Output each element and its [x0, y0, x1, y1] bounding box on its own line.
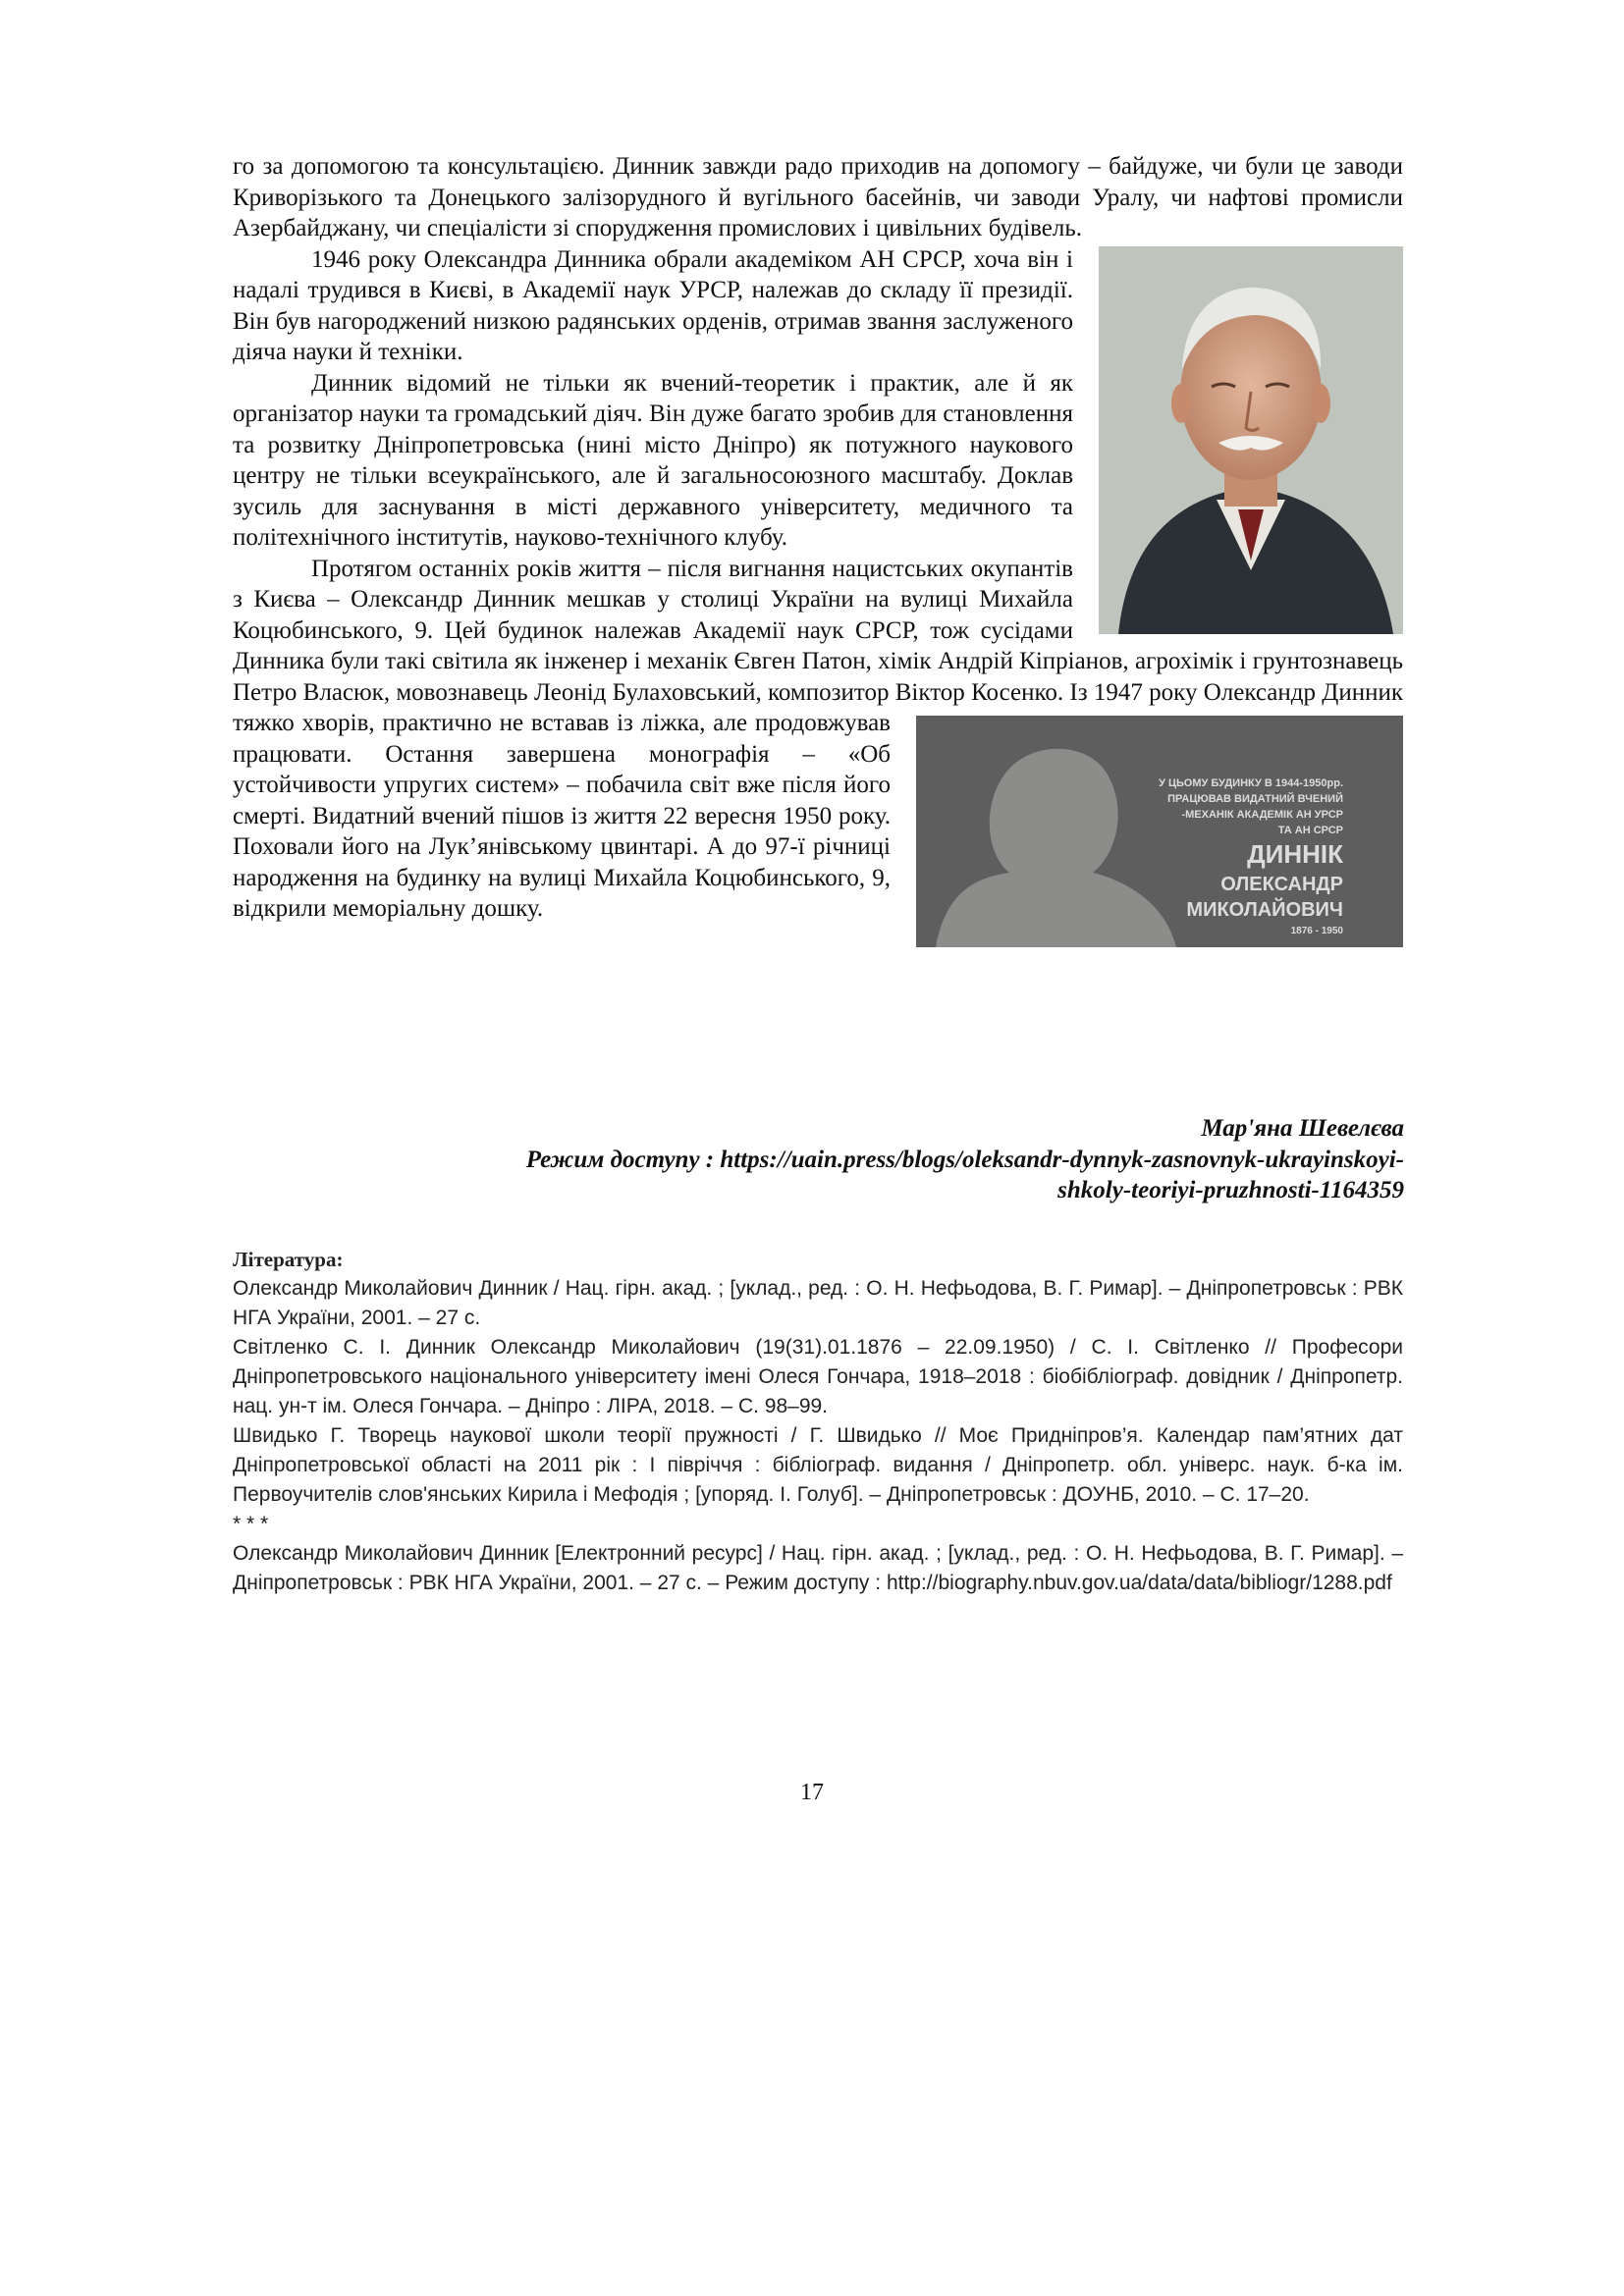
- plaque-text-line: ДИННІК: [1247, 839, 1343, 869]
- literature-heading: Література:: [233, 1248, 344, 1271]
- article-signature: [422, 1113, 1404, 1206]
- paragraph-4-text: Протягом останніх років життя – після вигнання нацистських окупантів з Києва – Олександр Динник мешкав у столиці України на вулиці Михайла Коцюбинського, 9. Цей будинок належав Академії наук СРСР, тож сусідами Динника були такі світила як інженер і механік Євген Патон, хімік Андрій Кіпріанов, агрохімік і грунтознавець Петро Власюк, мовознавець Леонід Булаховський, композитор Віктор Косенко. Із 1947 року Олександр Динник тяж: [233, 555, 1403, 736]
- page-number: 17: [800, 1780, 824, 1805]
- literature-item: Світленко С. І. Динник Олександр Миколайович (19(31).01.1876 – 22.09.1950) / С. І. Світленко // Професори Дніпропетровського національного університету імені Олеся Гончара, 1918–2018 : біобібліограф. довідник / Дніпропетр. нац. ун-т ім. Олеся Гончара. – Дніпро : ЛІРА, 2018. – С. 98–99.: [233, 1336, 1403, 1417]
- author-name: Мар'яна Шевелєва: [1201, 1115, 1404, 1142]
- memorial-plaque-image: [916, 716, 1403, 947]
- literature-item: Швидько Г. Творець наукової школи теорії пружності / Г. Швидько // Моє Придніпров’я. Календар пам’ятних дат Дніпропетровської області на 2011 рік : І півріччя : бібліограф. видання / Дніпропетр. обл. універс. наук. б-ка ім. Первоучителів слов'янських Кирила і Мефодія ; [упоряд. І. Голуб]. – Дніпропетровськ : ДОУНБ, 2010. – С. 17–20.: [233, 1424, 1403, 1506]
- plaque-text-line: 1876 - 1950: [1290, 926, 1343, 936]
- literature-separator: * * *: [233, 1513, 269, 1535]
- literature-item: Олександр Миколайович Динник / Нац. гірн. акад. ; [уклад., ред. : О. Н. Нефьодова, В. Г. Римар]. – Дніпропетровськ : РВК НГА України, 2001. – 27 с.: [233, 1277, 1403, 1329]
- plaque-text-line: ТА АН СРСР: [1277, 825, 1343, 836]
- article-body: [233, 151, 1403, 955]
- plaque-text-line: У ЦЬОМУ БУДИНКУ В 1944-1950рр.: [1159, 777, 1343, 789]
- portrait-image: [1099, 246, 1403, 634]
- plaque-text-line: ПРАЦЮВАВ ВИДАТНИЙ ВЧЕНИЙ: [1167, 793, 1343, 805]
- plaque-text-line: МИКОЛАЙОВИЧ: [1186, 899, 1343, 921]
- access-url-line-1: Режим доступу : https://uain.press/blogs/oleksandr-dynnyk-zasnovnyk-ukrayinskoyi-: [525, 1146, 1404, 1173]
- paragraph-3: Динник відомий не тільки як вчений-теоретик і практик, але й як організатор науки та громадський діяч. Він дуже багато зробив для становлення та розвитку Дніпропетровська (нині місто Дніпро) як потужного наукового центру не тільки всеукраїнського, але й загальносоюзного масштабу. Доклав зусиль для заснування в місті державного університету, медичного та політехнічного інститутів, науково-технічного клубу.: [233, 369, 1073, 551]
- paragraph-4-continuation: ко хворів, практично не вставав із ліжка, але продовжував працювати. Остання завершена монографія – «Об устойчивости упругих систем» – побачила світ вже після його смерті. Видатний вчений пішов із життя 22 вересня 1950 року. Поховали його на Лук’янівському цвинтарі. А до 97-ї річниці народження на будинку на вулиці Михайла Коцюбинського, 9, відкрили меморіальну дошку.: [233, 710, 891, 922]
- plaque-text-line: -МЕХАНІК АКАДЕМІК АН УРСР: [1181, 809, 1343, 821]
- access-url-line-2: shkoly-teoriyi-pruzhnosti-1164359: [1057, 1177, 1404, 1203]
- paragraph-1: го за допомогою та консультацією. Динник завжди радо приходив на допомогу – байдуже, чи були це заводи Криворізького та Донецького залізорудного й вугільного басейнів, чи заводи Уралу, чи нафтові промисли Азербайджану, чи спеціалісти зі спорудження промислових і цивільних будівель.: [233, 153, 1403, 241]
- literature-item: Олександр Миколайович Динник [Електронний ресурс] / Нац. гірн. акад. ; [уклад., ред. : О. Н. Нефьодова, В. Г. Римар]. – Дніпропетровськ : РВК НГА України, 2001. – 27 с. – Режим доступу : http://biography.nbuv.gov.ua/data/data/bibliogr/1288.pdf: [233, 1542, 1403, 1594]
- paragraph-2: 1946 року Олександра Динника обрали академіком АН СРСР, хоча він і надалі трудився в Києві, в Академії наук УРСР, належав до складу її президії. Він був нагороджений низкою радянських орденів, отримав звання заслуженого діяча науки й техніки.: [233, 245, 1073, 365]
- literature-section: [233, 1245, 1403, 1598]
- plaque-text-line: ОЛЕКСАНДР: [1220, 874, 1343, 895]
